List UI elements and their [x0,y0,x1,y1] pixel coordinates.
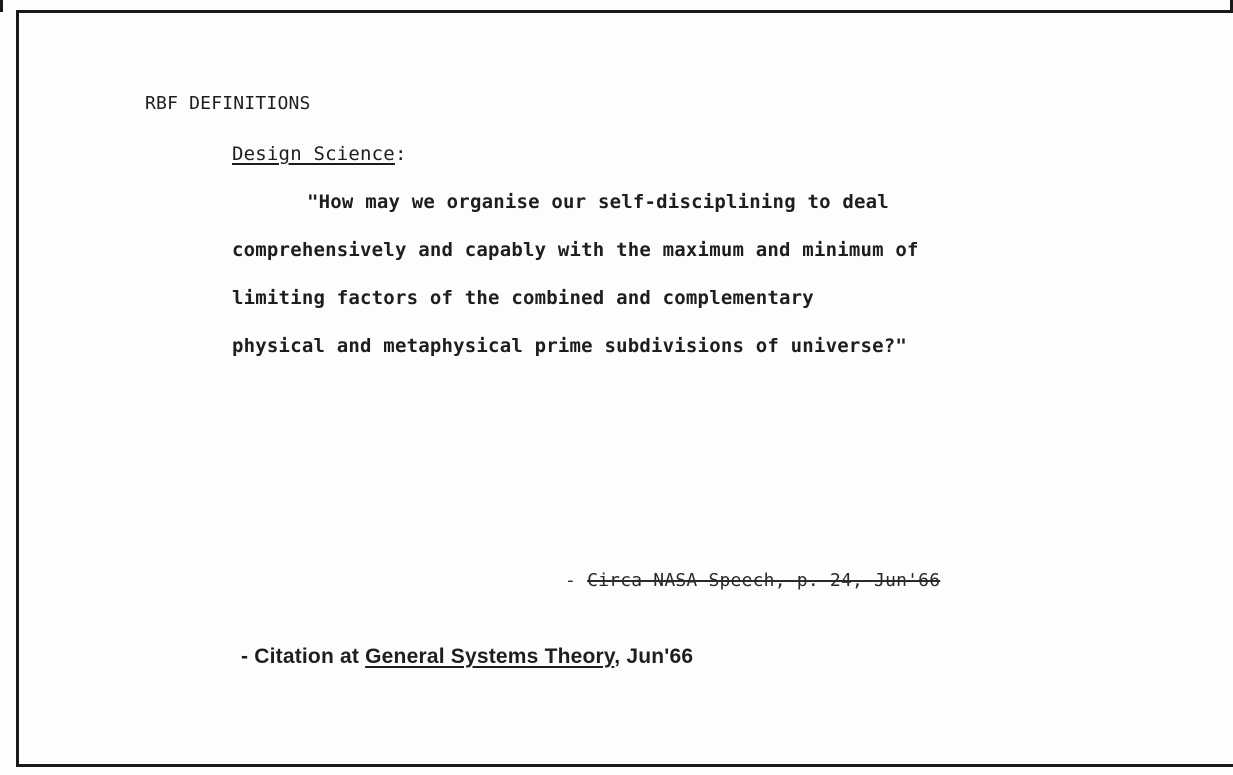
page-heading: RBF DEFINITIONS [145,93,311,114]
final-citation-prefix: - Citation at [241,645,366,668]
struck-citation-text: Circa NASA Speech, p. 24, Jun'66 [587,570,941,591]
final-citation-source: General Systems Theory [365,645,615,668]
final-citation [241,645,693,669]
struck-citation [565,569,940,593]
definition-term [232,142,407,166]
frame-stub-left [0,0,3,12]
quote-line-1: "How may we organise our self-disciplining to deal [307,191,889,213]
quote-line-4: physical and metaphysical prime subdivisions of universe?" [232,335,908,357]
term-colon: : [394,143,407,165]
quote-line-2: comprehensively and capably with the maximum and minimum of [232,239,919,261]
term-label: Design Science [232,143,395,165]
struck-citation-dash: - [565,570,588,591]
final-citation-suffix: , Jun'66 [614,645,694,668]
quote-line-3: limiting factors of the combined and complementary [232,287,814,309]
